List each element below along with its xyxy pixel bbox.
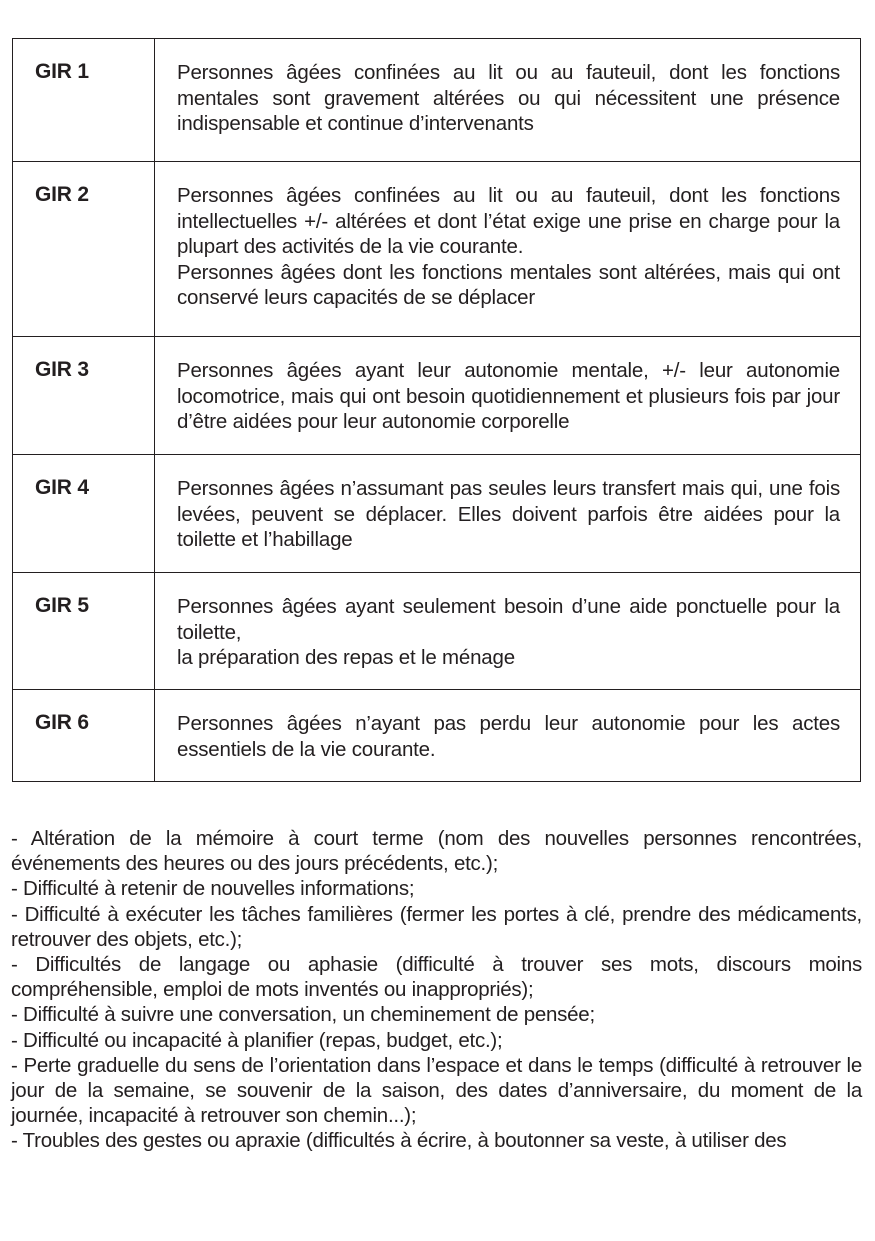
gir-table	[12, 38, 861, 782]
gir-description-cell	[155, 337, 861, 455]
symptom-item: - Difficulté à exécuter les tâches familières (fermer les portes à clé, prendre des médicaments, retrouver des objets, etc.);	[11, 902, 862, 951]
gir-description-text: Personnes âgées dont les fonctions mentales sont altérées, mais qui ont conservé leurs capacités de se déplacer	[177, 260, 840, 309]
symptom-item: - Difficulté à suivre une conversation, un cheminement de pensée;	[11, 1003, 595, 1027]
gir-description-text: la préparation des repas et le ménage	[177, 646, 515, 669]
gir-level-cell: GIR 5	[13, 573, 155, 690]
gir-row-1	[13, 39, 861, 162]
gir-row-2	[13, 162, 861, 337]
gir-row-3	[13, 337, 861, 455]
gir-description-text: Personnes âgées ayant leur autonomie mentale, +/- leur autonomie locomotrice, mais qui ont besoin quotidiennement et plusieurs fois par jour d’être aidées pour leur autonomie corporelle	[177, 359, 840, 433]
gir-description-cell	[155, 455, 861, 573]
gir-description-cell	[155, 39, 861, 162]
gir-description-text: Personnes âgées confinées au lit ou au fauteuil, dont les fonctions mentales sont gravement altérées ou qui nécessitent une présence indispensable et continue d’intervenants	[177, 61, 840, 135]
gir-description-text: Personnes âgées n’assumant pas seules leurs transfert mais qui, une fois levées, peuvent se déplacer. Elles doivent parfois être aidées pour la toilette et l’habillage	[177, 477, 840, 551]
symptom-item: - Troubles des gestes ou apraxie (difficultés à écrire, à boutonner sa veste, à utiliser des	[11, 1129, 787, 1153]
symptom-item: - Altération de la mémoire à court terme (nom des nouvelles personnes rencontrées, événements des heures ou des jours précédents, etc.);	[11, 827, 862, 876]
symptom-item: - Difficulté ou incapacité à planifier (repas, budget, etc.);	[11, 1028, 503, 1052]
gir-row-4	[13, 455, 861, 573]
gir-description-text: Personnes âgées n’ayant pas perdu leur autonomie pour les actes essentiels de la vie courante.	[177, 712, 840, 761]
gir-level-cell: GIR 6	[13, 690, 155, 782]
gir-level-cell: GIR 2	[13, 162, 155, 337]
gir-description-cell	[155, 573, 861, 690]
gir-description-cell	[155, 162, 861, 337]
gir-level-cell: GIR 4	[13, 455, 155, 573]
gir-level-cell: GIR 3	[13, 337, 155, 455]
gir-description-text: Personnes âgées ayant seulement besoin d’une aide ponctuelle pour la toilette,	[177, 595, 840, 644]
gir-description-cell	[155, 690, 861, 782]
symptom-item: - Difficultés de langage ou aphasie (difficulté à trouver ses mots, discours moins compréhensible, emploi de mots inventés ou inappropriés);	[11, 953, 862, 1002]
gir-level-cell: GIR 1	[13, 39, 155, 162]
gir-description-text: Personnes âgées confinées au lit ou au fauteuil, dont les fonctions intellectuelles +/- altérées et dont l’état exige une prise en charge pour la plupart des activités de la vie courante.	[177, 184, 840, 258]
gir-row-5	[13, 573, 861, 690]
symptom-list	[11, 826, 862, 1154]
symptom-item: - Difficulté à retenir de nouvelles informations;	[11, 877, 415, 901]
gir-row-6	[13, 690, 861, 782]
symptom-item: - Perte graduelle du sens de l’orientation dans l’espace et dans le temps (difficulté à retrouver le jour de la semaine, se souvenir de la saison, des dates d’anniversaire, du moment de la journée, incapacité à retrouver son chemin...);	[11, 1053, 862, 1128]
